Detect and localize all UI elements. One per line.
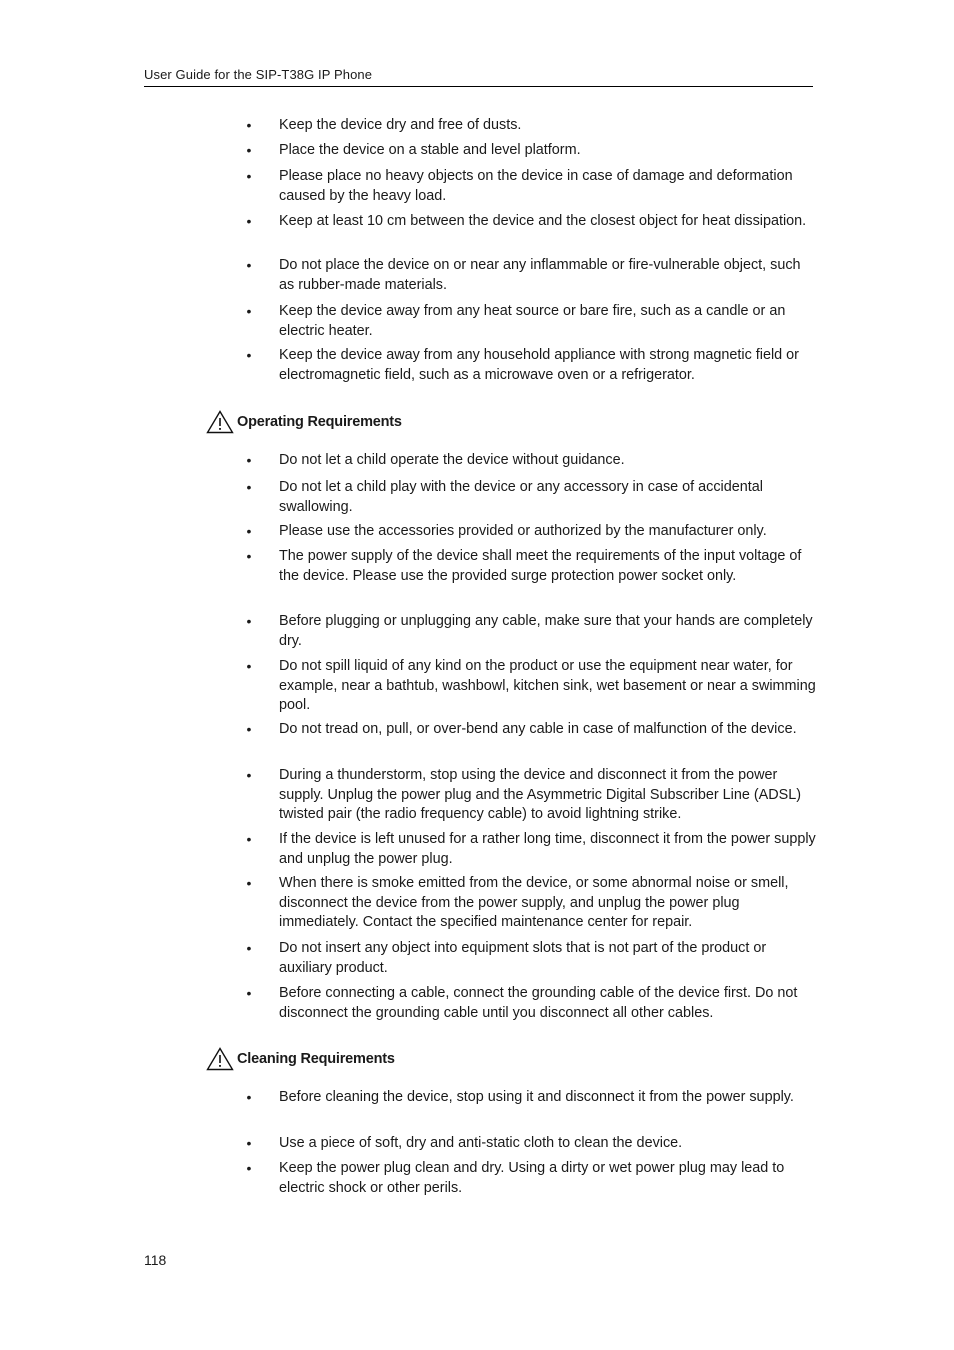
list-item: • During a thunderstorm, stop using the device and disconnect it from the power supply. Unplug the power plug and the Asymmetric Digital Subscriber Line (ADSL) twisted pair (the radio frequency cable) to avoid lightning strike. bbox=[246, 767, 802, 823]
bullet: • bbox=[246, 213, 252, 229]
list-item: • Do not let a child operate the device without guidance. bbox=[279, 451, 819, 471]
bullet: • bbox=[246, 613, 252, 629]
list-item: • Do not spill liquid of any kind on the product or use the equipment near water, for example, near a bathtub, washbowl, kitchen sink, wet basement or near a swimming pool. bbox=[246, 658, 816, 714]
list-item: • Do not let a child play with the device or any accessory in case of accidental swallowing. bbox=[246, 479, 763, 515]
bullet: • bbox=[246, 940, 252, 956]
running-header: User Guide for the SIP-T38G IP Phone bbox=[144, 67, 813, 87]
section-title: Cleaning Requirements bbox=[237, 1051, 395, 1067]
warning-triangle-icon bbox=[206, 410, 234, 434]
bullet: • bbox=[246, 142, 252, 158]
bullet: • bbox=[246, 452, 252, 468]
cleaning-requirements-heading bbox=[206, 1047, 395, 1071]
bullet: • bbox=[246, 985, 252, 1001]
bullet: • bbox=[246, 1135, 252, 1151]
list-item: • Use a piece of soft, dry and anti-static cloth to clean the device. bbox=[279, 1134, 819, 1154]
operating-requirements-heading bbox=[206, 410, 402, 434]
list-item: • Before connecting a cable, connect the grounding cable of the device first. Do not disconnect the grounding cable until you disconnect all other cables. bbox=[246, 985, 798, 1021]
bullet: • bbox=[246, 1160, 252, 1176]
list-item: • If the device is left unused for a rather long time, disconnect it from the power supply and unplug the power plug. bbox=[246, 831, 816, 867]
list-item: • Keep the device dry and free of dusts. bbox=[279, 116, 819, 136]
list-item: • Before plugging or unplugging any cable, make sure that your hands are completely dry. bbox=[246, 613, 813, 649]
list-item: • Keep the power plug clean and dry. Using a dirty or wet power plug may lead to electric shock or other perils. bbox=[246, 1160, 785, 1196]
bullet: • bbox=[246, 168, 252, 184]
list-item: • Keep the device away from any heat source or bare fire, such as a candle or an electric heater. bbox=[246, 303, 786, 339]
list-item: • Do not place the device on or near any inflammable or fire-vulnerable object, such as rubber-made materials. bbox=[246, 257, 801, 293]
list-item: • Keep at least 10 cm between the device and the closest object for heat dissipation. bbox=[279, 212, 819, 232]
page-number: 118 bbox=[144, 1252, 167, 1268]
list-item: • Please place no heavy objects on the device in case of damage and deformation caused by the heavy load. bbox=[246, 168, 793, 204]
list-item: • The power supply of the device shall meet the requirements of the input voltage of the device. Please use the provided surge protection power socket only. bbox=[246, 548, 802, 584]
list-item: • Before cleaning the device, stop using it and disconnect it from the power supply. bbox=[279, 1088, 819, 1108]
bullet: • bbox=[246, 875, 252, 891]
list-item: • Do not insert any object into equipment slots that is not part of the product or auxiliary product. bbox=[246, 940, 767, 976]
bullet: • bbox=[246, 257, 252, 273]
list-item: • When there is smoke emitted from the device, or some abnormal noise or smell, disconnect the device from the power supply, and unplug the power plug immediately. Contact the specified maintenance center for repair. bbox=[246, 875, 789, 931]
section-title: Operating Requirements bbox=[237, 414, 402, 430]
bullet: • bbox=[246, 347, 252, 363]
list-item: • Do not tread on, pull, or over-bend any cable in case of malfunction of the device. bbox=[279, 720, 819, 740]
bullet: • bbox=[246, 548, 252, 564]
list-item: • Keep the device away from any household appliance with strong magnetic field or electromagnetic field, such as a microwave oven or a refrigerator. bbox=[246, 347, 799, 383]
bullet: • bbox=[246, 117, 252, 133]
bullet: • bbox=[246, 479, 252, 495]
warning-triangle-icon bbox=[206, 1047, 234, 1071]
bullet: • bbox=[246, 658, 252, 674]
bullet: • bbox=[246, 721, 252, 737]
bullet: • bbox=[246, 523, 252, 539]
bullet: • bbox=[246, 831, 252, 847]
bullet: • bbox=[246, 767, 252, 783]
bullet: • bbox=[246, 303, 252, 319]
bullet: • bbox=[246, 1089, 252, 1105]
list-item: • Place the device on a stable and level platform. bbox=[279, 141, 819, 161]
list-item: • Please use the accessories provided or authorized by the manufacturer only. bbox=[279, 522, 819, 542]
